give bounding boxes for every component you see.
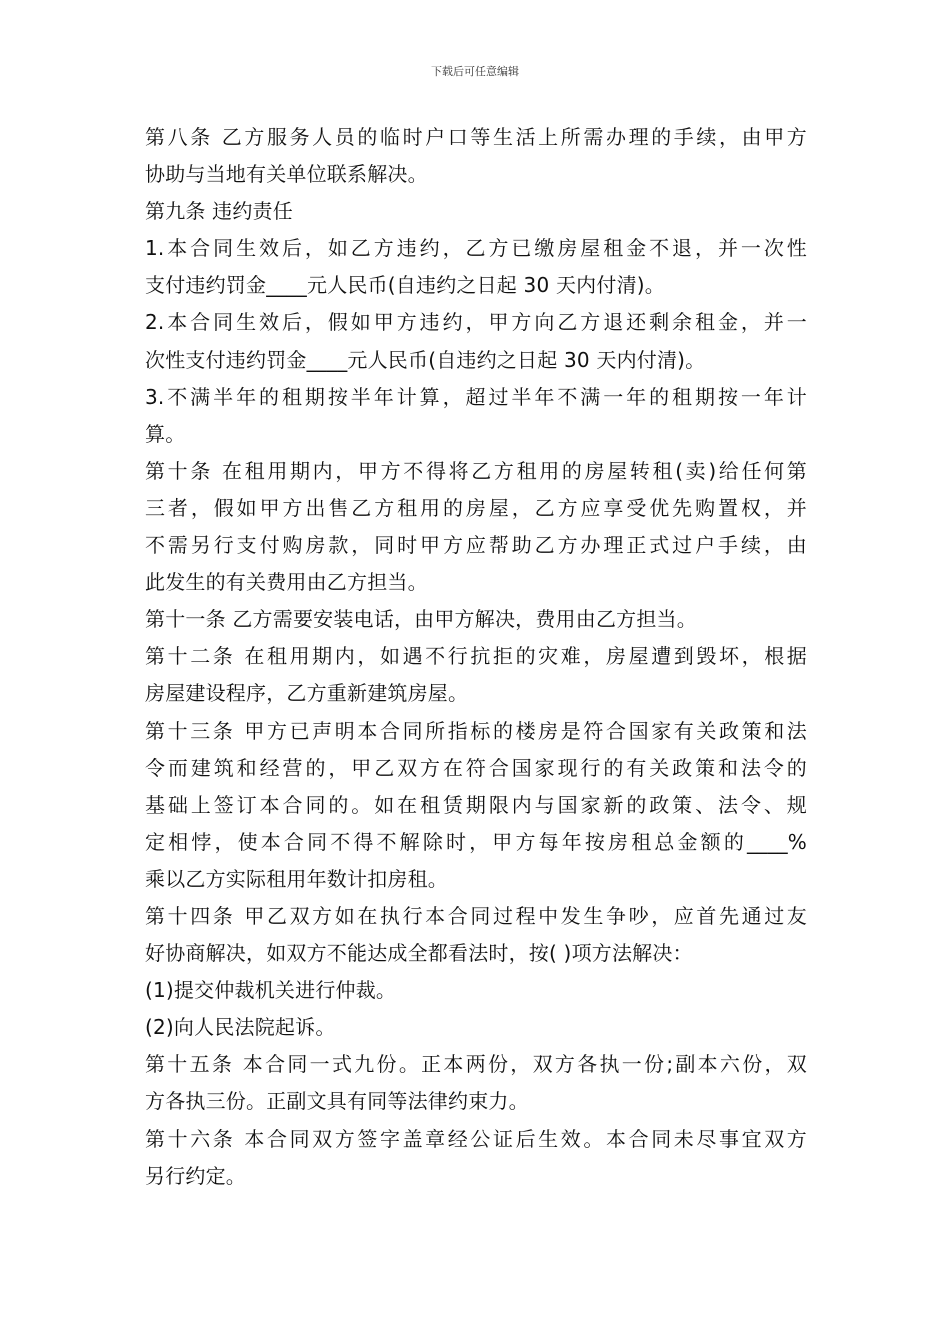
text-line: 第十三条 甲方已声明本合同所指标的楼房是符合国家有关政策和法 [145, 718, 807, 743]
text-line: 不需另行支付购房款，同时甲方应帮助乙方办理正式过户手续，由 [145, 533, 807, 558]
text-line: 基础上签订本合同的。如在租赁期限内与国家新的政策、法令、规 [145, 792, 807, 817]
text-line: 此发生的有关费用由乙方担当。 [145, 570, 428, 595]
text-line: 第十一条 乙方需要安装电话，由甲方解决，费用由乙方担当。 [145, 607, 697, 632]
text-line: 第十条 在租用期内，甲方不得将乙方租用的房屋转租(卖)给任何第 [145, 458, 807, 483]
text-line: 房屋建设程序，乙方重新建筑房屋。 [145, 681, 469, 706]
text-line: 第九条 违约责任 [145, 199, 293, 224]
text-line: 协助与当地有关单位联系解决。 [145, 162, 428, 187]
text-line: 1.本合同生效后，如乙方违约，乙方已缴房屋租金不退，并一次性 [145, 236, 807, 261]
text-line: 定相悖，使本合同不得不解除时，甲方每年按房租总金额的____% [145, 829, 807, 854]
document-body [145, 119, 807, 1195]
text-line: 3.不满半年的租期按半年计算，超过半年不满一年的租期按一年计 [145, 384, 807, 409]
text-line: 第八条 乙方服务人员的临时户口等生活上所需办理的手续，由甲方 [145, 125, 807, 149]
page-header: 下载后可任意编辑 [431, 65, 519, 78]
text-line: 三者，假如甲方出售乙方租用的房屋，乙方应享受优先购置权，并 [145, 495, 807, 520]
text-line: 2.本合同生效后，假如甲方违约，甲方向乙方退还剩余租金，并一 [145, 310, 807, 335]
text-line: 方各执三份。正副文具有同等法律约束力。 [145, 1089, 529, 1114]
text-line: (1)提交仲裁机关进行仲裁。 [145, 978, 397, 1003]
text-line: 第十五条 本合同一式九份。正本两份，双方各执一份;副本六份，双 [145, 1052, 807, 1077]
text-line: 乘以乙方实际租用年数计扣房租。 [145, 866, 448, 891]
text-line: 第十二条 在租用期内，如遇不行抗拒的灾难，房屋遭到毁坏，根据 [145, 644, 807, 669]
text-line: 算。 [145, 421, 186, 446]
text-line: 令而建筑和经营的，甲乙双方在符合国家现行的有关政策和法令的 [145, 755, 807, 780]
text-line: 另行约定。 [145, 1163, 246, 1188]
text-line: 第十四条 甲乙双方如在执行本合同过程中发生争吵，应首先通过友 [145, 903, 807, 928]
text-line: 次性支付违约罚金____元人民币(自违约之日起 30 天内付清)。 [145, 347, 706, 372]
text-line: 第十六条 本合同双方签字盖章经公证后生效。本合同未尽事宜双方 [145, 1126, 807, 1151]
text-line: 支付违约罚金____元人民币(自违约之日起 30 天内付清)。 [145, 273, 665, 298]
text-line: 好协商解决，如双方不能达成全都看法时，按( )项方法解决： [145, 941, 693, 966]
text-line: (2)向人民法院起诉。 [145, 1015, 336, 1040]
